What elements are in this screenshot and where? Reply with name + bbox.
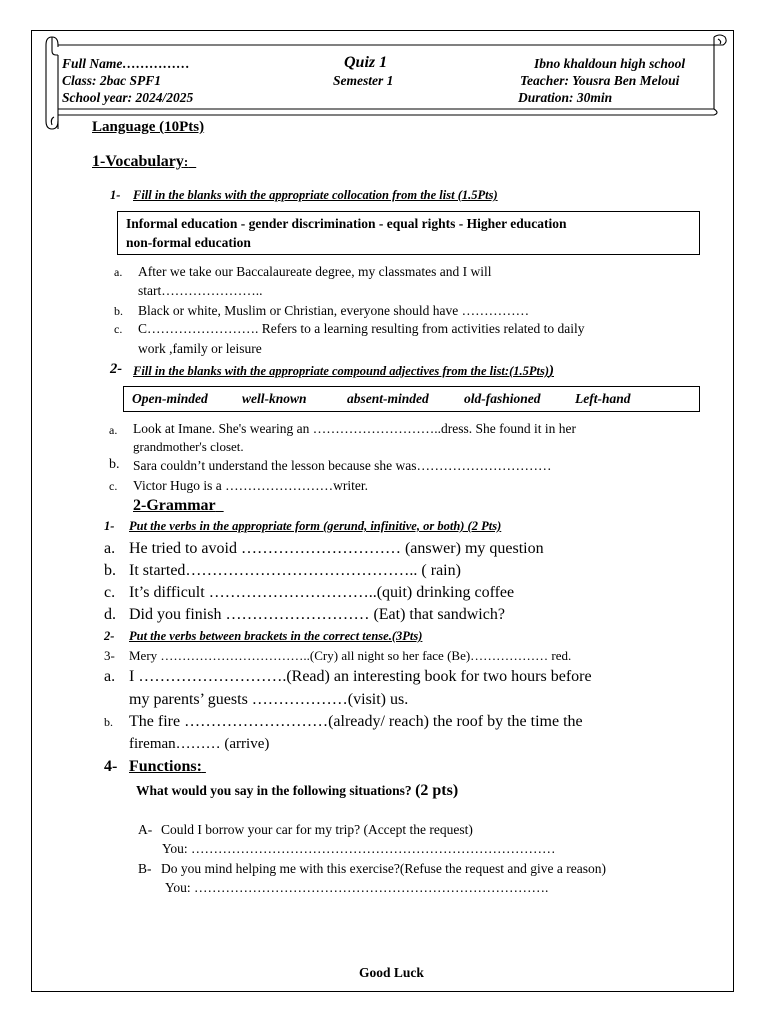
grammar-ex1-item-b-text: It started…………………………………….. ( rain) [129, 562, 461, 579]
grammar-ex1-item-d-text: Did you finish ……………………… (Eat) that sandwich? [129, 606, 505, 623]
functions-item-b-text: Do you mind helping me with this exercise?(Refuse the request and give a reason) [161, 861, 606, 876]
grammar-ex1-item-b-label: b. [104, 562, 116, 579]
grammar-ex2-item-a-text: I ……………………….(Read) an interesting book for two hours before [129, 668, 592, 685]
functions-item-b-answer: You: ……………………………………………………………………. [165, 880, 549, 895]
vocab-ex2-item-b-label: b. [109, 457, 120, 472]
grammar-ex1-item-c-label: c. [104, 584, 116, 601]
adjective-word: Open-minded [132, 391, 208, 406]
grammar-ex1-item-d-label: d. [104, 606, 116, 623]
vocab-ex1-item-c-text-cont: work ,family or leisure [138, 341, 262, 356]
adjective-word: old-fashioned [464, 391, 541, 406]
vocab-ex1-item-c-text: C……………………. Refers to a learning resulting from activities related to daily [138, 321, 585, 336]
vocabulary-heading-colon: : [183, 154, 189, 169]
vocab-ex2-instruction-paren: ) [549, 363, 554, 379]
vocab-ex2-item-a-text-cont: grandmother's closet. [133, 439, 244, 454]
vocab-ex2-item-a-text: Look at Imane. She's wearing an ………………………..dress. She found it in her [133, 421, 576, 436]
vocab-ex1-item-c-label: c. [114, 322, 123, 336]
functions-item-a-label: A- [138, 822, 153, 837]
adjective-word: absent-minded [347, 391, 429, 406]
vocab-ex1-item-b-label: b. [114, 304, 123, 318]
grammar-ex1-item-a-text: He tried to avoid ………………………… (answer) my question [129, 540, 544, 557]
functions-question [136, 782, 458, 800]
vocab-ex2-instruction [133, 363, 554, 380]
grammar-ex2-item-3-text: Mery ……………………………..(Cry) all night so her face (Be)……………… red. [129, 648, 572, 663]
vocab-ex2-item-c-label: c. [109, 479, 118, 493]
vocab-ex1-item-a-text: After we take our Baccalaureate degree, my classmates and I will [138, 264, 492, 279]
grammar-ex2-item-3-label: 3- [104, 648, 115, 663]
grammar-heading [133, 497, 224, 515]
functions-heading-text: Functions: [129, 758, 202, 775]
grammar-ex1-item-a-label: a. [104, 540, 116, 557]
class-label: Class: 2bac SPF1 [62, 73, 162, 88]
collocation-list-line2: non-formal education [126, 235, 251, 250]
good-luck-footer: Good Luck [359, 965, 424, 980]
grammar-ex2-instruction: Put the verbs between brackets in the correct tense.(3Pts) [129, 629, 423, 643]
vocab-ex2-item-c-text: Victor Hugo is a ……………………writer. [133, 478, 369, 493]
adjective-word: Left-hand [575, 391, 631, 406]
teacher-name: Teacher: Yousra Ben Meloui [520, 73, 680, 88]
vocab-ex2-item-b-text: Sara couldn’t understand the lesson because she was………………………… [133, 458, 552, 473]
school-name: Ibno khaldoun high school [534, 56, 686, 71]
vocab-ex2-item-a-label: a. [109, 423, 118, 437]
quiz-title: Quiz 1 [344, 54, 388, 71]
vocab-ex1-item-a-label: a. [114, 265, 123, 279]
vocab-ex1-number: 1- [110, 188, 121, 202]
vocabulary-heading-text: 1-Vocabulary [92, 153, 184, 170]
grammar-ex2-item-b-text-cont: fireman……… (arrive) [129, 736, 270, 752]
grammar-ex2-item-b-label: b. [104, 715, 113, 729]
collocation-list-line1: Informal education - gender discrimination - equal rights - Higher education [126, 216, 567, 231]
functions-question-text: What would you say in the following situations? [136, 783, 412, 798]
grammar-ex1-item-c-text: It’s difficult …………………………..(quit) drinking coffee [129, 584, 515, 601]
grammar-ex1-number: 1- [104, 519, 115, 533]
vocabulary-heading [92, 153, 196, 171]
grammar-ex2-number: 2- [104, 629, 115, 643]
grammar-ex2-item-a-label: a. [104, 668, 116, 685]
full-name-field: Full Name…………… [62, 56, 190, 71]
vocab-ex1-item-b-text: Black or white, Muslim or Christian, everyone should have …………… [138, 303, 530, 318]
duration-label: Duration: 30min [518, 90, 613, 105]
grammar-ex1-instruction: Put the verbs in the appropriate form (gerund, infinitive, or both) (2 Pts) [129, 519, 502, 533]
functions-item-b-label: B- [138, 861, 152, 876]
semester-label: Semester 1 [333, 73, 394, 88]
functions-points: (2 pts) [415, 782, 459, 799]
compound-adjectives-list [132, 391, 631, 407]
adjective-word: well-known [242, 391, 307, 406]
vocab-ex2-number: 2- [110, 361, 123, 377]
school-year-label: School year: 2024/2025 [62, 90, 194, 105]
grammar-ex2-item-a-text-cont: my parents’ guests ………………(visit) us. [129, 691, 409, 708]
functions-item-a-answer: You: ……………………………………………………………………… [162, 841, 556, 856]
language-heading: Language (10Pts) [92, 119, 205, 135]
grammar-heading-text: 2-Grammar [133, 497, 216, 514]
vocab-ex2-instruction-text: Fill in the blanks with the appropriate compound adjectives from the list:(1.5Pts) [133, 364, 549, 378]
vocab-ex1-item-a-text-cont: start………………….. [138, 283, 263, 298]
grammar-ex2-item-b-text: The fire ………………………(already/ reach) the roof by the time the [129, 713, 583, 730]
functions-number: 4- [104, 758, 118, 775]
functions-item-a-text: Could I borrow your car for my trip? (Accept the request) [161, 822, 473, 837]
functions-heading [129, 758, 206, 776]
vocab-ex1-instruction: Fill in the blanks with the appropriate collocation from the list (1.5Pts) [133, 188, 498, 202]
